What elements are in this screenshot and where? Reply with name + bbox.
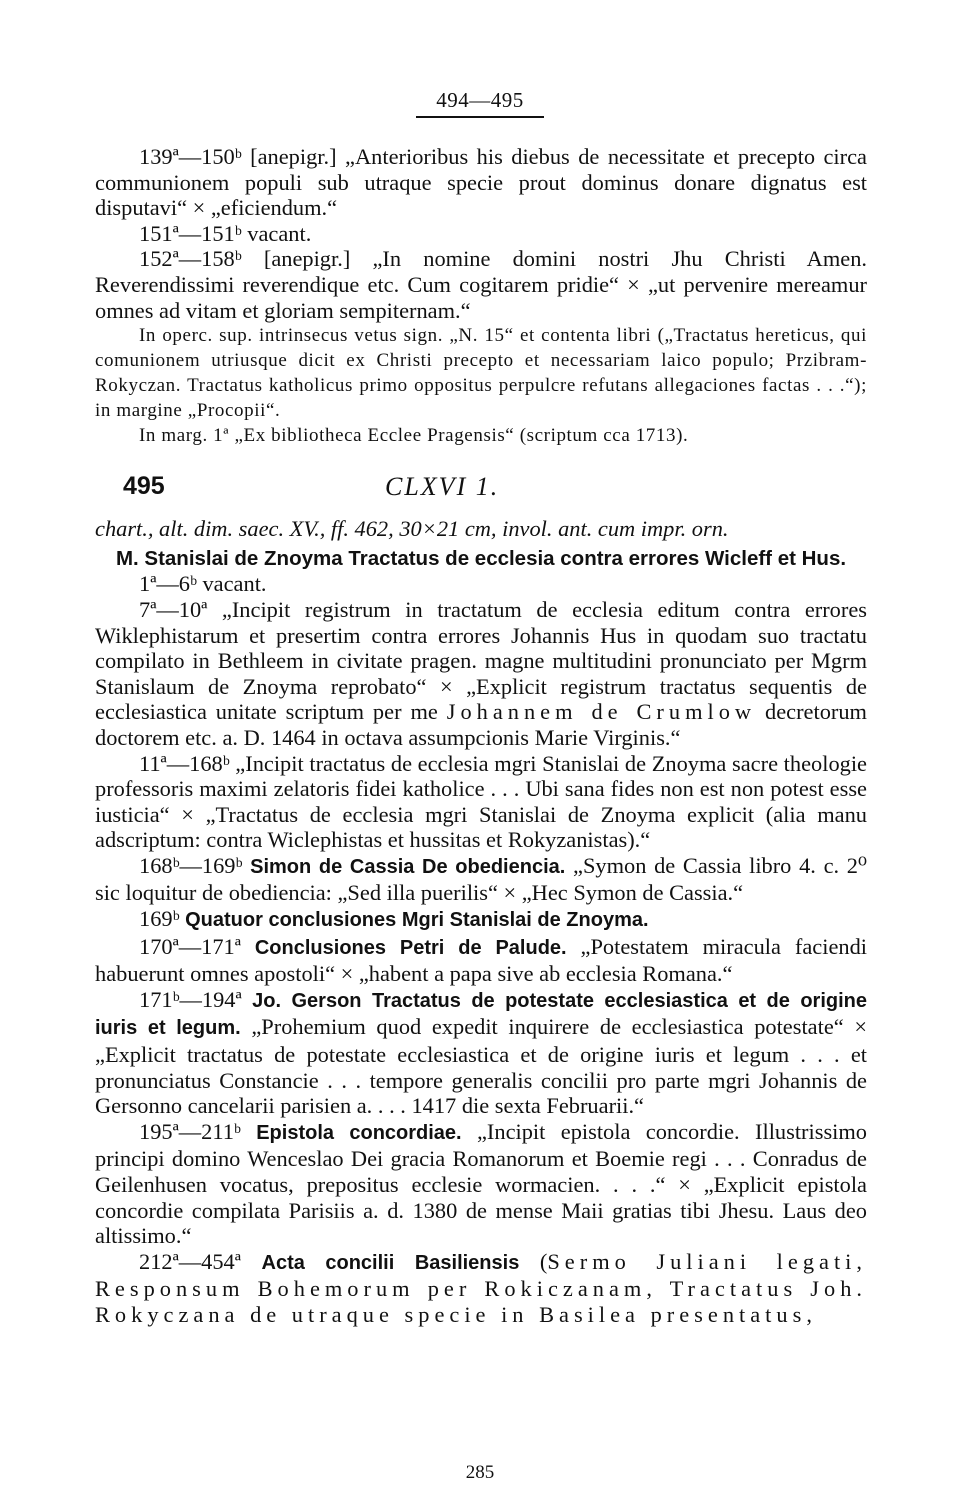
paragraph-152a: 152ª—158ᵇ [anepigr.] „In nomine domini nostri Jhu Christi Amen. Reverendissimi reverendique etc. Cum cogitarem pridie“ × „ut pervenire mereamur omnes ad vitam et gloriam sempiternam.“ <box>95 246 867 323</box>
item-title: Conclusiones Petri de Palude. <box>254 936 567 959</box>
spaced-text: Sermo Juliani legati, Responsum Bohemorum per Rokiczanam, Tractatus Joh. Rokyczana de utraque specie in Basilea presentatus, <box>95 1248 867 1327</box>
item-170a-171a <box>95 934 867 987</box>
item-title: Epistola concordiae. <box>256 1121 462 1144</box>
paragraph-139a: 139ª—150ᵇ [anepigr.] „Anterioribus his diebus de necessitate et precepto circa communionem populi sub utraque specie prout dominus donare dignatus est disputavi“ × „eficiendum.“ <box>95 144 867 221</box>
running-header: 494—495 <box>436 88 524 112</box>
item-1a-6b: 1ª—6ᵇ vacant. <box>139 571 267 597</box>
item-text: „Incipit epistola concordie. Illustrissimo principi domino Wenceslao Dei gracia Romanorum et Boemie regi . . . Conradus de Geilenhusen vocatus, prepositus ecclesie wormacien. . . .“ × „Explicit epistola concordie compilata Parisiis a. d. 1380 de mense Maii gratias tibi Jhesu. Laus deo altissimo.“ <box>95 1118 867 1249</box>
item-169b <box>95 906 867 934</box>
item-text: „Prohemium quod expedit inquirere de ecclesiastica potestate“ × „Explicit tractatus de potestate ecclesiastica et de origine iuris et legum . . . et pronunciatus Constancie . . . tempore generalis concilii pro parte mgri Johannis de Gersonno cancelarii parisien a. . . . 1417 die sexta Februarii.“ <box>95 1014 867 1119</box>
item-212a-454a <box>95 1249 867 1328</box>
page-number: 285 <box>465 1462 495 1483</box>
item-7a-10a <box>95 597 867 751</box>
item-title: Quatuor conclusiones Mgri Stanislai de Znoyma. <box>185 909 649 932</box>
folio-range: 171ᵇ—194ª <box>139 986 253 1012</box>
note-margin: In marg. 1ª „Ex bibliotheca Ecclee Pragensis“ (scriptum cca 1713). <box>139 425 689 447</box>
item-171b-194a <box>95 987 867 1119</box>
entry-heading <box>95 474 867 510</box>
item-text: „Potestatem miracula faciendi habuerunt omnes apostoli“ × „habent a papa sive ab ecclesia Romana.“ <box>95 933 867 987</box>
item-text: 7ª—10ª „Incipit registrum in tractatum de ecclesia editum contra errores Wiklephistarum et presertim contra errores Johannis Hus in quodam suo tractatu compilato in Bethleem in civitate pragen. magne multitudini pronunciato per Mgrm Stanislaum de Znoyma reprobato“ × „Explicit registrum tractatus sequentis de ecclesiastica unitate scriptum per me <box>95 596 867 725</box>
note-operculum: In operc. sup. intrinsecus vetus sign. „N. 15“ et contenta libri („Tractatus hereticus, qui comunionem utriusque dicit ex Christi precepto et necessariam laico populo; Przibram-Rokyczan. Tractatus katholicus primo oppositus perpulcre refutans allegaciones factas . . .“); in margine „Procopii“. <box>95 325 867 422</box>
item-title: Simon de Cassia De obediencia. <box>250 855 566 878</box>
item-text: decretorum doctorem etc. a. D. 1464 in octava assumpcionis Marie Virginis.“ <box>95 699 867 750</box>
item-title: Jo. Gerson Tractatus de potestate ecclesiastica et de origine iuris et legum. <box>95 989 867 1040</box>
entry-number: 495 <box>123 472 165 501</box>
folio-range: 168ᵇ—169ᵇ <box>139 852 251 878</box>
spaced-name: Johannem de Crumlow <box>446 699 757 725</box>
entry-meta: chart., alt. dim. saec. XV., ff. 462, 30×21 cm, invol. ant. cum impr. orn. <box>95 516 729 542</box>
main-text <box>95 144 867 1328</box>
folio-range: 169ᵇ <box>139 906 186 932</box>
paragraph-151a: 151ª—151ᵇ vacant. <box>139 220 312 246</box>
entry-title: M. Stanislai de Znoyma Tractatus de ecclesia contra errores Wicleff et Hus. <box>115 546 847 570</box>
header-rule <box>416 116 544 118</box>
folio-range: 170ª—171ª <box>139 933 255 959</box>
item-text: „Symon de Cassia libro 4. c. 2⁰ sic loquitur de obediencia: „Sed illa puerilis“ × „Hec Symon de Cassia.“ <box>95 852 867 906</box>
folio-range: 195ª—211ᵇ <box>139 1118 257 1144</box>
item-text: ( <box>519 1248 548 1274</box>
item-168b-169b <box>95 853 867 906</box>
folio-range: 212ª—454ª <box>139 1248 262 1274</box>
item-title: Acta concilii Basiliensis <box>261 1251 520 1274</box>
entry-signature: CLXVI 1. <box>385 472 500 502</box>
item-195a-211b <box>95 1119 867 1249</box>
item-11a-168b: 11ª—168ᵇ „Incipit tractatus de ecclesia mgri Stanislai de Znoyma sacre theologie professoris maximi zelatoris fidei katholice . . . Ubi sana fides non est non potest esse iusticia“ × „Tractatus de ecclesia mgri Stanislai de Znoyma explicit (alia manu adscriptum: contra Wiclephistas et hussitas et Rokyzanistas).“ <box>95 750 867 853</box>
